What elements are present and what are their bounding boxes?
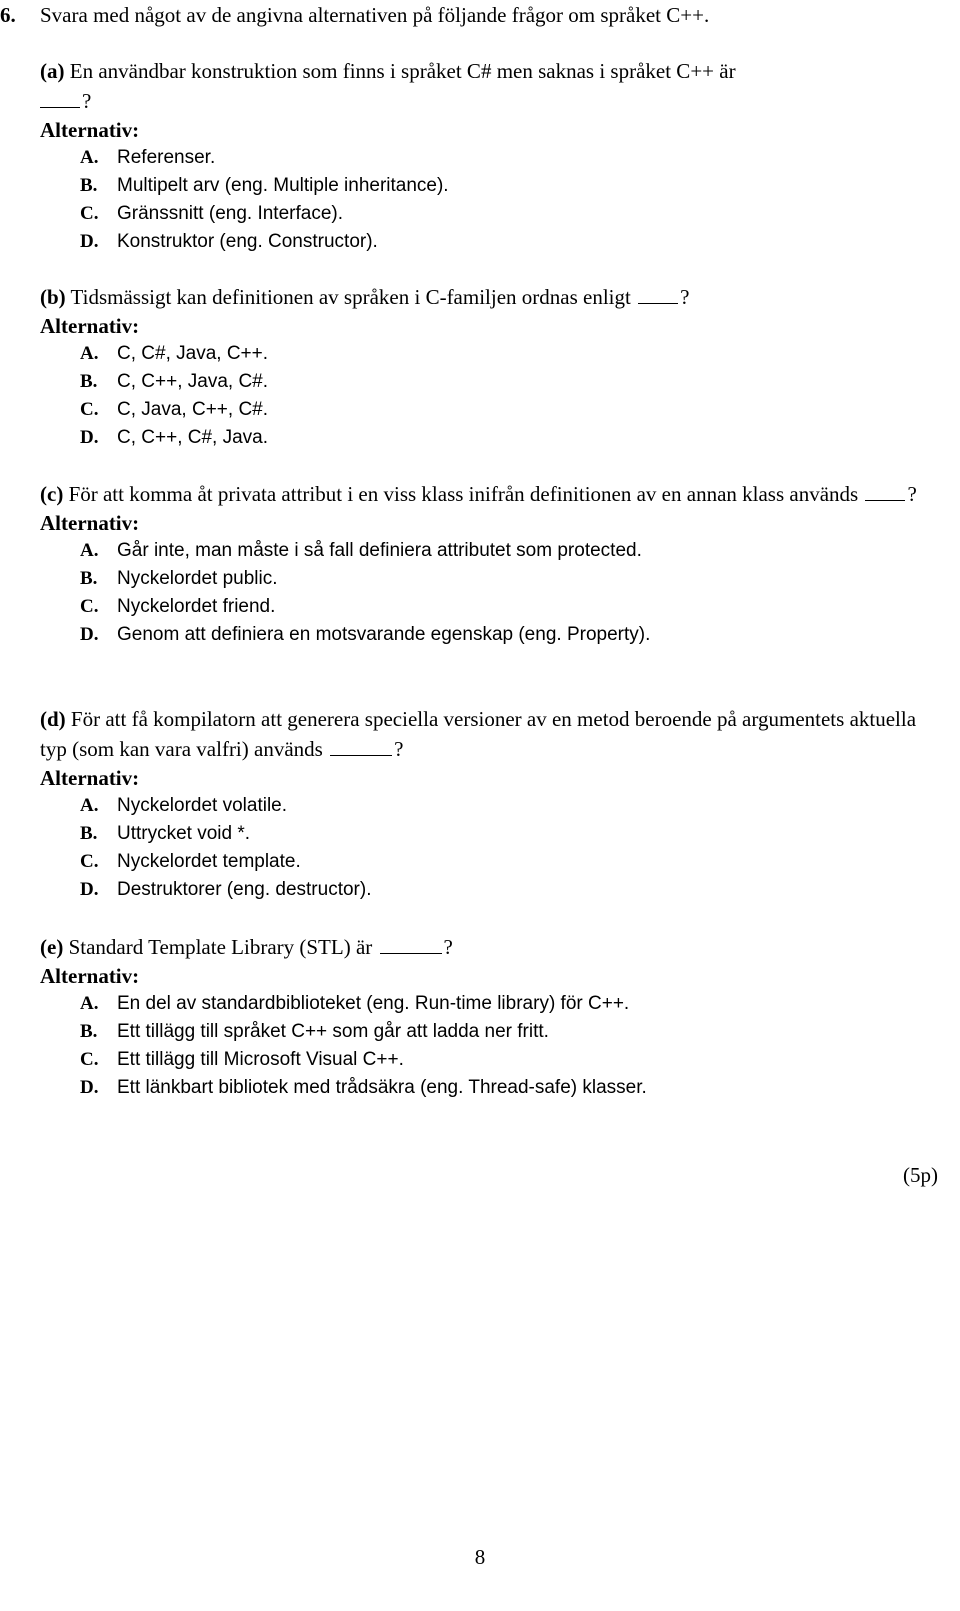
- option-text: Nyckelordet friend.: [117, 596, 276, 617]
- option-a: [40, 537, 940, 565]
- part-c: [40, 479, 940, 649]
- option-text: C, C++, C#, Java.: [117, 427, 269, 448]
- option-text: Multipelt arv (eng. Multiple inheritance).: [117, 175, 449, 196]
- part-prompt: [40, 479, 940, 509]
- option-letter: B.: [80, 823, 98, 844]
- page-number: 8: [474, 1545, 486, 1569]
- part-prompt: [40, 704, 940, 764]
- answer-blank: [330, 736, 392, 756]
- option-text: Nyckelordet public.: [117, 568, 278, 589]
- option-text: Uttrycket void *.: [117, 823, 251, 844]
- option-letter: B.: [80, 568, 98, 589]
- part-prompt-end: ?: [394, 737, 404, 761]
- option-d: [40, 876, 940, 904]
- option-letter: A.: [80, 993, 99, 1014]
- option-letter: D.: [80, 231, 99, 252]
- option-text: Går inte, man måste i så fall definiera attributet som protected.: [117, 540, 642, 561]
- option-a: [40, 990, 940, 1018]
- part-prompt-text: Standard Template Library (STL) är: [68, 935, 373, 959]
- part-prompt-end: ?: [907, 482, 917, 506]
- option-c: [40, 848, 940, 876]
- option-letter: A.: [80, 147, 99, 168]
- option-text: Nyckelordet template.: [117, 851, 301, 872]
- option-text: Destruktorer (eng. destructor).: [117, 879, 372, 900]
- option-d: [40, 1074, 940, 1102]
- option-b: [40, 565, 940, 593]
- option-text: C, C++, Java, C#.: [117, 371, 269, 392]
- option-letter: C.: [80, 203, 99, 224]
- option-c: [40, 593, 940, 621]
- option-d: [40, 621, 940, 649]
- option-text: Referenser.: [117, 147, 216, 168]
- question-number: 6.: [0, 3, 16, 27]
- option-text: Ett länkbart bibliotek med trådsäkra (eng. Thread-safe) klasser.: [117, 1077, 647, 1098]
- part-prompt-end: ?: [680, 285, 690, 309]
- option-text: Gränssnitt (eng. Interface).: [117, 203, 343, 224]
- part-prompt-text: Tidsmässigt kan definitionen av språken i C-familjen ordnas enligt: [70, 285, 631, 309]
- part-prompt-end: ?: [443, 935, 453, 959]
- part-label: (c): [40, 482, 64, 506]
- part-a: [40, 56, 940, 256]
- alternatives-label: Alternativ:: [40, 766, 140, 790]
- option-text: En del av standardbiblioteket (eng. Run-time library) för C++.: [117, 993, 630, 1014]
- option-text: Nyckelordet volatile.: [117, 795, 288, 816]
- part-prompt: [40, 932, 940, 962]
- option-letter: D.: [80, 427, 99, 448]
- option-text: C, C#, Java, C++.: [117, 343, 269, 364]
- alternatives-label: Alternativ:: [40, 118, 140, 142]
- part-prompt-text: En användbar konstruktion som finns i språket C# men saknas i språket C++ är: [69, 59, 736, 83]
- part-label: (e): [40, 935, 64, 959]
- option-b: [40, 820, 940, 848]
- option-letter: C.: [80, 1049, 99, 1070]
- answer-blank: [380, 934, 442, 954]
- part-d: [40, 704, 940, 904]
- option-a: [40, 144, 940, 172]
- option-text: Konstruktor (eng. Constructor).: [117, 231, 378, 252]
- option-letter: D.: [80, 1077, 99, 1098]
- alternatives-label: Alternativ:: [40, 964, 140, 988]
- answer-blank: [865, 481, 905, 501]
- answer-blank: [638, 284, 678, 304]
- points-label: (5p): [903, 1163, 938, 1187]
- option-text: Ett tillägg till Microsoft Visual C++.: [117, 1049, 404, 1070]
- option-b: [40, 172, 940, 200]
- option-letter: A.: [80, 343, 99, 364]
- option-letter: B.: [80, 1021, 98, 1042]
- option-letter: A.: [80, 540, 99, 561]
- option-text: Ett tillägg till språket C++ som går att ladda ner fritt.: [117, 1021, 549, 1042]
- option-c: [40, 200, 940, 228]
- part-label: (b): [40, 285, 66, 309]
- option-a: [40, 340, 940, 368]
- option-letter: C.: [80, 399, 99, 420]
- option-letter: C.: [80, 596, 99, 617]
- option-letter: D.: [80, 879, 99, 900]
- option-letter: D.: [80, 624, 99, 645]
- option-text: Genom att definiera en motsvarande egenskap (eng. Property).: [117, 624, 651, 645]
- alternatives-label: Alternativ:: [40, 314, 140, 338]
- part-prompt-end: ?: [82, 89, 92, 113]
- option-b: [40, 368, 940, 396]
- part-prompt: [40, 56, 940, 116]
- option-text: C, Java, C++, C#.: [117, 399, 269, 420]
- part-prompt-text: För att få kompilatorn att generera speciella versioner av en metod beroende på argumentets aktuella typ (som kan vara valfri) används: [40, 707, 917, 761]
- part-label: (d): [40, 707, 66, 731]
- option-a: [40, 792, 940, 820]
- alternatives-label: Alternativ:: [40, 511, 140, 535]
- part-label: (a): [40, 59, 65, 83]
- option-letter: B.: [80, 371, 98, 392]
- part-prompt: [40, 282, 940, 312]
- answer-blank: [40, 88, 80, 108]
- option-letter: B.: [80, 175, 98, 196]
- part-e: [40, 932, 940, 1102]
- question-text: Svara med något av de angivna alternativen på följande frågor om språket C++.: [40, 3, 710, 27]
- option-d: [40, 424, 940, 452]
- part-prompt-text: För att komma åt privata attribut i en viss klass inifrån definitionen av en annan klass används: [68, 482, 859, 506]
- part-b: [40, 282, 940, 452]
- option-letter: A.: [80, 795, 99, 816]
- option-c: [40, 1046, 940, 1074]
- option-b: [40, 1018, 940, 1046]
- option-d: [40, 228, 940, 256]
- option-c: [40, 396, 940, 424]
- option-letter: C.: [80, 851, 99, 872]
